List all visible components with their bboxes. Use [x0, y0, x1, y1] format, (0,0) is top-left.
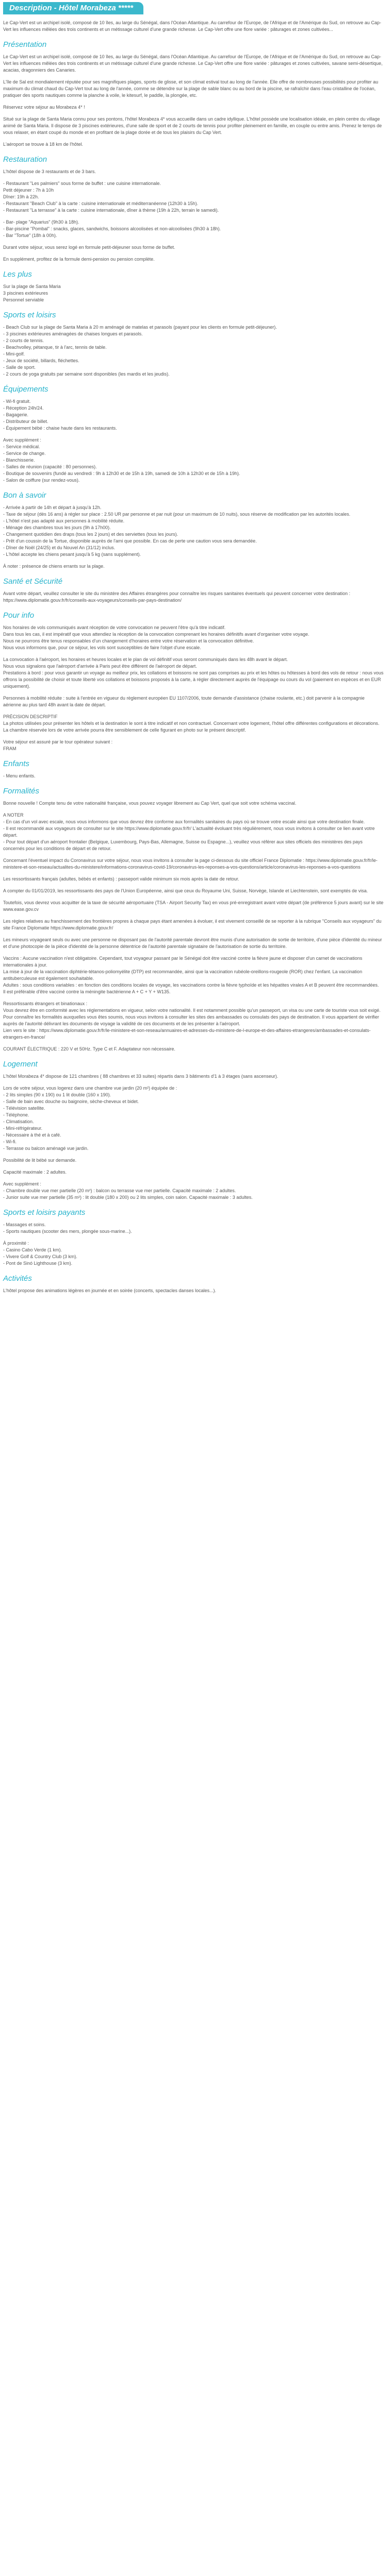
text-line: COURANT ÉLECTRIQUE : 220 V et 50Hz. Type C et F. Adaptateur non nécessaire.	[3, 1046, 175, 1052]
text-line: La convocation à l'aéroport, les horaires et heures locales et le plan de vol définitif vous seront communiqués dans les 48h avant le départ.	[3, 657, 288, 662]
text-line: 3 piscines extérieures	[3, 291, 48, 296]
paragraph	[3, 656, 384, 690]
text-line: PRÉCISION DESCRIPTIF	[3, 714, 58, 719]
paragraph	[3, 1222, 384, 1235]
section-title: Enfants	[3, 759, 29, 768]
text-line: - Sports nautiques (scooter des mers, plongée sous-marine...).	[3, 1229, 132, 1234]
text-line: - 2 cours de yoga gratuits par semaine sont disponibles (les mardis et les jeudis).	[3, 371, 170, 377]
section-title: Formalités	[3, 787, 40, 795]
text-line: - Casino Cabo Verde (1 km).	[3, 1247, 62, 1252]
text-line: Dîner: 19h à 22h.	[3, 194, 39, 199]
paragraph	[3, 857, 384, 871]
section-enfants	[3, 759, 384, 779]
section-title: Équipements	[3, 385, 48, 394]
text-line: - Bagagerie.	[3, 412, 29, 417]
paragraph	[3, 1073, 384, 1080]
paragraph	[3, 624, 384, 651]
paragraph	[3, 937, 384, 950]
section-title: Sports et loisirs	[3, 311, 56, 319]
text-line: - Beach Club sur la plage de Santa Maria à 20 m aménagé de matelas et parasols (payant pour les clients en formule petit-déjeuner).	[3, 325, 277, 330]
paragraph	[3, 918, 384, 931]
paragraph	[3, 256, 384, 263]
text-line: Lors de votre séjour, vous logerez dans une chambre vue jardin (20 m²) équipée de :	[3, 1086, 177, 1091]
text-line: - Pont de Sinó Lighthouse (3 km).	[3, 1261, 73, 1266]
text-line: - 2 lits simples (90 x 190) ou 1 lit double (160 x 190).	[3, 1092, 111, 1097]
text-line: Votre séjour est assuré par le tour opérateur suivant :	[3, 739, 113, 744]
section-title-presentation: Présentation	[3, 40, 47, 49]
text-line: À proximité :	[3, 1241, 29, 1246]
text-line: - Junior suite vue mer partielle (35 m²) : lit double (180 x 200) ou 2 lits simples, coin salon. Capacité maximale : 3 adultes.	[3, 1195, 253, 1200]
paragraph	[3, 219, 384, 239]
text-line: Bonne nouvelle ! Compte tenu de votre nationalité française, vous pouvez voyager librement au Cap Vert, quel que soit votre schéma vaccinal.	[3, 801, 297, 806]
text-line: - Mini-réfrigérateur.	[3, 1126, 43, 1131]
text-line: Nous vous signalons que l'aéroport d'arrivée à Paris peut être différent de l'aéroport de départ.	[3, 664, 197, 669]
paragraph: L'île de Sal est mondialement réputée pour ses magnifiques plages, sports de glisse, et son climat estival tout au long de l'année. Elle offre de nombreuses possibilités pour profiter au maximum du climat chaud du Cap-Vert tout au long de l'année, comme se détendre sur la plage de sable blanc ou au bord de la piscine, se rafraîchir dans l'eau cristalline de l'océan, pratiquer des sports nautiques comme la planche à voile, le kitesurf, le paddle, la plongée, etc.	[3, 79, 379, 98]
section-restauration	[3, 155, 384, 263]
text-line: - Télévision satellite.	[3, 1106, 45, 1111]
paragraph	[3, 504, 384, 558]
text-line: - L'hôtel n'est pas adapté aux personnes à mobilité réduite.	[3, 518, 125, 523]
description-page	[0, 0, 386, 1294]
paragraph	[3, 1287, 384, 1294]
text-line: Prestations à bord : pour vous garantir un voyage au meilleur prix, les collations et boissons ne sont pas comprises au prix et les hôtes ou hôtesses à bord des vols de retour : nous vous offrons la possibilité de choisir et toute liberté vos collations et boissons proposés à la carte, à régler directement auprès de l'équipage ou cours du vol (paiement en espèces et en EUR uniquement).	[3, 670, 384, 689]
paragraph	[3, 398, 384, 432]
text-line: - Salles de réunion (capacité : 80 personnes).	[3, 464, 97, 469]
text-line: - Restaurant "La terrasse" à la carte : cuisine internationale, dîner à thème (19h à 22h, terrain le samedi).	[3, 208, 219, 213]
text-line: A compter du 01/01/2019, les ressortissants des pays de l'Union Européenne, ainsi que ceux du Royaume Uni, Suisse, Norvège, Islande et Liechtenstein, sont exemptés de visa.	[3, 888, 368, 893]
text-line: Concernant l'éventuel impact du Coronavirus sur votre séjour, nous vous invitons à consulter la page ci-dessous du site officiel France Diplomatie : https://www.diplomatie.gouv.fr/fr/le-ministere-et-son-reseau/actualites-du-ministere/informations-coronavirus-covid-19/coronavirus-les-reponses-a-vos-questions/article/coronavirus-les-reponses-a-vos-questions	[3, 858, 378, 870]
section-title: Logement	[3, 1060, 38, 1069]
text-line: Avant votre départ, veuillez consulter le site du ministère des Affaires étrangères pour connaître les risques sanitaires éventuels qui peuvent concerner votre destination : https://www.diplomatie.gouv.fr/fr/conseils-aux-voyageurs/conseils-par-pays-destination/	[3, 591, 351, 603]
text-line: L'hôtel dispose de 3 restaurants et de 3 bars.	[3, 169, 96, 174]
text-line: Personnel serviable	[3, 297, 44, 302]
paragraph: L'aéroport se trouve à 18 km de l'hôtel.	[3, 142, 84, 147]
text-line: - Service de change.	[3, 451, 46, 456]
text-line: Les ressortissants français (adultes, bébés et enfants) : passeport valide minimum six mois après la date de retour.	[3, 876, 239, 882]
section-presentation	[3, 40, 384, 148]
text-line: - Équipement bébé : chaise haute dans les restaurants.	[3, 426, 117, 431]
text-line: L'hôtel propose des animations légères en journée et en soirée (concerts, spectacles danses locales...).	[3, 1288, 216, 1293]
paragraph	[3, 1181, 384, 1201]
text-line: - Dîner de Noël (24/25) et du Nouvel An (31/12) inclus.	[3, 545, 116, 550]
section-sante-securite	[3, 577, 384, 604]
text-line: Ressortissants étrangers et binationaux :	[3, 1001, 88, 1006]
section-equipements	[3, 385, 384, 484]
paragraph	[3, 888, 384, 894]
paragraph: Situé sur la plage de Santa Maria connu pour ses pontons, l'hôtel Morabeza 4* vous accueille dans un cadre idyllique. L'hôtel possède une localisation idéale, en plein centre du village animé de Santa Maria. Il dispose de 3 piscines extérieures, d'une salle de sport et de 2 courts de tennis pour profiter pleinement en famille, en couple ou entre amis. Prenez le temps de vous relaxer, en étant coupé du monde et en profitant de la plage dorée et de tous les plaisirs du Cap Vert.	[3, 116, 382, 135]
text-line: - Jeux de société, billards, fléchettes.	[3, 358, 79, 363]
text-line: - Blanchisserie.	[3, 457, 35, 463]
text-line: - Bar "Tortue" (18h à 00h).	[3, 233, 57, 238]
text-line: Toutefois, vous devrez vous acquitter de la taxe de sécurité aéroportuaire (TSA - Airport Security Tax) en vous pré-enregistrant avant votre départ (de préférence 5 jours avant) sur le site www.ease.gov.cv	[3, 900, 384, 912]
text-line: - Chambre double vue mer partielle (20 m²) : balcon ou terrasse vue mer partielle. Capacité maximale : 2 adultes.	[3, 1188, 236, 1193]
text-line: Adultes : sous conditions variables : en fonction des conditions locales de voyage, les vaccinations contre la fièvre typhoïde et les hépatites virales A et B peuvent être recommandées.	[3, 982, 379, 988]
paragraph	[3, 800, 384, 807]
section-title: Bon à savoir	[3, 491, 46, 500]
section-title: Sports et loisirs payants	[3, 1208, 86, 1217]
paragraph	[3, 1169, 384, 1176]
text-line: Les mineurs voyageant seuls ou avec une personne ne disposant pas de l'autorité parentale devront être munis d'une autorisation de sortie de territoire, d'une pièce d'identité du mineur et d'une photocopie de la pièce d'identité de la personne détentrice de l'autorité parentale signataire de l'autorisation de sortie du territoire.	[3, 937, 382, 949]
paragraph: Le Cap-Vert est un archipel isolé, composé de 10 îles, au large du Sénégal, dans l'Océan Atlantique. Au carrefour de l'Europe, de l'Afrique et de l'Amérique du Sud, on retrouve au Cap-Vert les influences mêlées des trois continents et un métissage culturel d'une grande richesse. Le Cap-Vert offre une flore variée : pâturages et zones cultivées, savane semi-désertique, acacias, dragonniers des Canaries.	[3, 54, 383, 73]
text-line: A NOTER	[3, 812, 24, 818]
text-line: - Taxe de séjour (dès 16 ans) à régler sur place : 2.50 UR par personne et par nuit (pour un maximum de 10 nuits), sous réserve de modification par les autorités locales.	[3, 512, 351, 517]
text-line: - L'hôtel accepte les chiens pesant jusqu'à 5 kg (sans supplément).	[3, 552, 141, 557]
paragraph	[3, 590, 384, 604]
section-logement	[3, 1060, 384, 1201]
text-line: Capacité maximale : 2 adultes.	[3, 1170, 67, 1175]
text-line: - Salle de sport.	[3, 365, 36, 370]
text-line: Personnes à mobilité réduite : suite à l'entrée en vigueur du règlement européen EU 1107/2006, toute demande d'assistance (chaise roulante, etc.) doit parvenir à la compagnie aérienne au plus tard 48h avant la date de départ.	[3, 696, 365, 707]
paragraph	[3, 714, 384, 734]
text-line: Dans tous les cas, il est impératif que vous attendiez la réception de la convocation comprenant les horaires définitifs avant d'organiser votre voyage.	[3, 632, 309, 637]
section-pour-info	[3, 611, 384, 752]
text-line: - Distributeur de billet.	[3, 419, 48, 424]
text-line: En supplément, profitez de la formule demi-pension ou pension complète.	[3, 257, 155, 262]
text-line: - Salle de bain avec douche ou baignoire, sèche-cheveux et bidet.	[3, 1099, 139, 1104]
section-title: Les plus	[3, 270, 32, 279]
text-line: Possibilité de lit bébé sur demande.	[3, 1158, 77, 1163]
text-line: - Wi-fi gratuit.	[3, 399, 31, 404]
text-line: Nos horaires de vols communiqués avant réception de votre convocation ne peuvent l'être qu'à titre indicatif.	[3, 625, 226, 630]
paragraph	[3, 563, 384, 570]
paragraph	[3, 437, 384, 484]
paragraph	[3, 244, 384, 251]
text-line: La photos utilisées pour présenter les hôtels et la destination le sont à titre indicatif et non contractuel. Concernant votre logement, l'hôtel offre différentes configurations et décorations. La chambre réservée lors de votre arrivée pourra être sensiblement de celle figurant en photo sur le présent descriptif.	[3, 721, 380, 733]
paragraph	[3, 1046, 384, 1053]
section-activites	[3, 1274, 384, 1294]
page-title-banner: Description - Hôtel Morabeza *****	[3, 2, 143, 14]
text-line: - Ménage des chambres tous les jours (9h à 17h00).	[3, 525, 111, 530]
text-line: Sur la plage de Santa Maria	[3, 284, 61, 289]
paragraph	[3, 739, 384, 752]
paragraph	[3, 900, 384, 913]
section-sports-loisirs-payants	[3, 1208, 384, 1267]
text-line: Nous ne pourrons être tenus responsables d'un changement d'horaires entre votre réservation et la convocation définitive.	[3, 638, 254, 643]
text-line: - Vivere Golf & Country Club (3 km).	[3, 1254, 77, 1259]
paragraph	[3, 324, 384, 378]
text-line: L'hôtel Morabeza 4* dispose de 121 chambres ( 88 chambres et 33 suites) répartis dans 3 bâtiments d'1 à 3 étages (sans ascenseur).	[3, 1074, 279, 1079]
text-line: - Changement quotidien des draps (tous les 2 jours) et des serviettes (tous les jours).	[3, 532, 178, 537]
text-line: - Réception 24h/24.	[3, 405, 44, 411]
text-line: - Salon de coiffure (sur rendez-vous).	[3, 478, 80, 483]
section-bon-a-savoir	[3, 491, 384, 570]
text-line: La mise à jour de la vaccination diphtérie-tétanos-poliomyélite (DTP) est recommandée, ainsi que la vaccination rubéole-oreillons-rougeole (ROR) chez l'enfant. La vaccination antituberculeuse est également souhaitable.	[3, 969, 363, 981]
paragraph	[3, 1240, 384, 1267]
paragraph	[3, 773, 384, 779]
text-line: - 3 piscines extérieures aménagées de chaises longues et parasols.	[3, 331, 143, 336]
paragraph: Réservez votre séjour au Morabeza 4* !	[3, 105, 85, 110]
section-title: Restauration	[3, 155, 47, 164]
text-line: - Bar- plage "Aquarius" (9h30 à 18h).	[3, 219, 79, 225]
paragraph	[3, 876, 384, 883]
text-line: Avec supplément :	[3, 437, 41, 443]
section-formalites	[3, 787, 384, 1053]
paragraph	[3, 955, 384, 995]
text-line: Lien vers le site : https://www.diplomatie.gouv.fr/fr/le-ministere-et-son-reseau/annuaires-et-adresses-du-ministere-de-l-europe-et-des-affaires-etrangeres/ambassades-et-consulats-etrangers-en-france/	[3, 1028, 371, 1040]
text-line: - Climatisation.	[3, 1119, 34, 1124]
text-line: - Restaurant "Beach Club" à la carte : cuisine internationale et méditerranéenne (12h30 à 15h).	[3, 201, 199, 206]
text-line: - En cas d'un vol avec escale, nous vous informons que vous devrez être conforme aux formalités sanitaires du pays où se trouve votre escale ainsi que votre destination finale.	[3, 819, 365, 824]
paragraph	[3, 180, 384, 214]
paragraph	[3, 1085, 384, 1152]
text-line: - Bar-piscine "Pombal" : snacks, glaces, sandwichs, boissons alcoolisées et non-alcoolisées (9h30 à 18h).	[3, 226, 221, 231]
paragraph	[3, 1001, 384, 1041]
text-line: - 2 courts de tennis.	[3, 338, 44, 343]
paragraph	[3, 1157, 384, 1164]
text-line: - Restaurant "Les palmiers" sous forme de buffet : une cuisine internationale.	[3, 181, 161, 186]
text-line: - Prêt d'un coussin de la Tortue, disponible auprès de l'ami que possible. En cas de perte une caution vous sera demandée.	[3, 538, 257, 544]
text-line: - Téléphone.	[3, 1112, 29, 1117]
text-line: Durant votre séjour, vous serez logé en formule petit-déjeuner sous forme de buffet.	[3, 245, 175, 250]
text-line: - Service médical.	[3, 444, 40, 449]
text-line: Avec supplément :	[3, 1181, 41, 1187]
text-line: - Beachvolley, pétanque, tir à l'arc, tennis de table.	[3, 345, 107, 350]
text-line: - Massages et soins.	[3, 1222, 46, 1227]
text-line: - Boutique de souvenirs (fundé au vendredi : 9h à 12h30 et de 15h à 19h, samedi de 10h à 12h30 et de 15h à 19h).	[3, 471, 240, 476]
text-line: Nous vous informons que, pour ce séjour, les vols sont susceptibles de faire l'objet d'une escale.	[3, 645, 201, 650]
section-les-plus	[3, 270, 384, 303]
paragraph	[3, 812, 384, 852]
paragraph	[3, 695, 384, 708]
text-line: - Nécessaire à thé et à café.	[3, 1132, 61, 1138]
intro-text: Le Cap-Vert est un archipel isolé, composé de 10 îles, au large du Sénégal, dans l'Océan Atlantique. Au carrefour de l'Europe, de l'Afrique et de l'Amérique du Sud, on retrouve au Cap-Vert les influences mêlées des trois continents et un métissage culturel d'une grande richesse. Le Cap-Vert offre une flore variée : pâturages et zones cultivées...	[3, 20, 381, 32]
section-title: Santé et Sécurité	[3, 577, 63, 586]
text-line: - Menu enfants.	[3, 773, 36, 778]
paragraph	[3, 168, 384, 175]
text-line: - Pour tout départ d'un aéroport frontalier (Belgique, Luxembourg, Pays-Bas, Allemagne, Suisse ou Espagne...), veuillez vous référer aux sites officiels des ministères des pays concernés pour les conditions de départ et de retour.	[3, 839, 363, 851]
text-line: Vaccins : Aucune vaccination n'est obligatoire. Cependant, tout voyageur passant par le Sénégal doit être vacciné contre la fièvre jaune et disposer d'un carnet de vaccinations internationales à jour.	[3, 956, 363, 968]
text-line: Les règles relatives au franchissement des frontières propres à chaque pays étant amenées à évoluer, il est vivement conseillé de se reporter à la rubrique "Conseils aux voyageurs" du site France Diplomatie https://www.diplomatie.gouv.fr/	[3, 919, 382, 930]
section-title: Activités	[3, 1274, 32, 1283]
text-line: Petit déjeuner : 7h à 10h	[3, 188, 54, 193]
text-line: - Arrivée à partir de 14h et départ à jusqu'à 12h.	[3, 505, 102, 510]
text-line: - Il est recommandé aux voyageurs de consulter sur le site https://www.diplomatie.gouv.fr/fr/ L'actualité évoluant très régulièrement, nous vous invitons à consulter ce lien avant votre départ.	[3, 826, 375, 838]
text-line: - Mini-golf.	[3, 351, 25, 357]
section-sports-loisirs	[3, 311, 384, 378]
paragraph	[3, 283, 384, 303]
text-line: Il est préférable d'être vacciné contre la méningite bactérienne A + C + Y + W135.	[3, 989, 171, 994]
text-line: FRAM	[3, 746, 17, 751]
text-line: - Terrasse ou balcon aménagé vue jardin.	[3, 1146, 89, 1151]
text-line: À noter : présence de chiens errants sur la plage.	[3, 564, 105, 569]
section-title: Pour info	[3, 611, 35, 620]
text-line: - Wi-fi.	[3, 1139, 17, 1144]
text-line: Vous devrez être en conformité avec les réglementations en vigueur, selon votre nationalité. Il est notamment possible qu'un passeport, un visa ou une carte de touriste vous soit exigé. Pour connaître les formalités auxquelles vous êtes soumis, nous vous invitons à consulter les sites des ambassades ou consulats des pays de destination. Il vous appartient de vérifier auprès de l'autorité délivrant les documents de voyage la validité de ces documents et de les présenter à l'aéroport.	[3, 1008, 381, 1026]
